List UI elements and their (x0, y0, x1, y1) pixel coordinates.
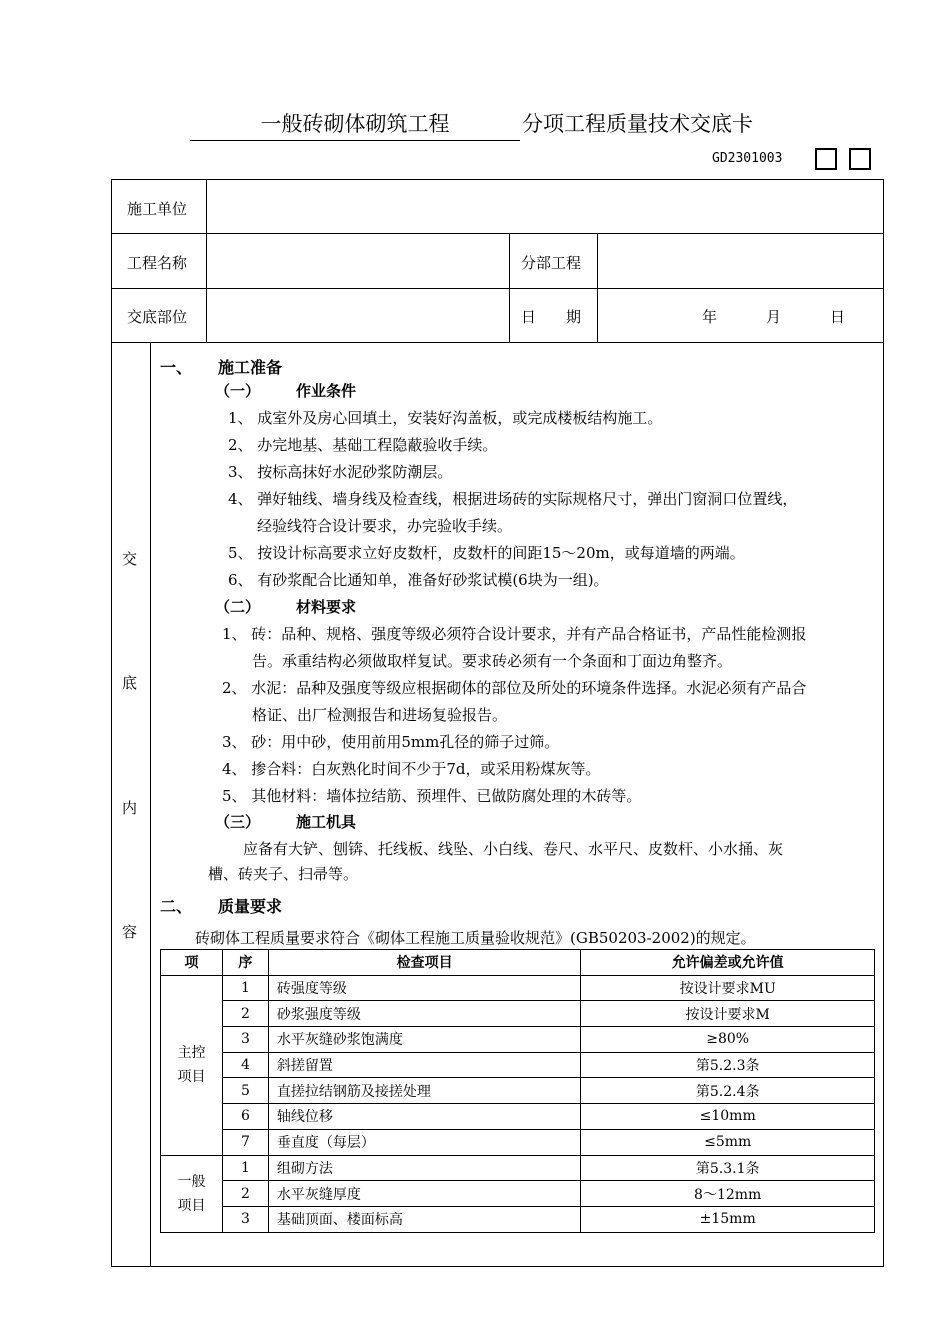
column-divider (150, 342, 151, 1267)
label-construction-unit: 施工单位 (127, 200, 188, 218)
section-2-title: 质量要求 (218, 897, 283, 916)
label-location: 交底部位 (127, 308, 188, 326)
list-item: 4、 掺合料：白灰熟化时间不少于7d，或采用粉煤灰等。 (222, 760, 601, 778)
side-label-char: 内 (122, 799, 138, 817)
row-value: 第5.2.4条 (581, 1078, 875, 1104)
side-label-char: 容 (122, 923, 138, 941)
column-divider (206, 179, 207, 342)
group-main-control: 主控项目 (161, 975, 223, 1155)
table-row (161, 975, 875, 1001)
subsection-1c-title: 施工机具 (296, 813, 357, 831)
list-item: 3、 按标高抹好水泥砂浆防潮层。 (228, 463, 453, 481)
row-item: 轴线位移 (268, 1104, 581, 1130)
row-no: 1 (222, 1155, 268, 1181)
subsection-1b-number: （二） (215, 598, 261, 616)
table-header-row (161, 950, 875, 976)
row-value: ≥80% (581, 1027, 875, 1053)
title-project-name: 一般砖砌体砌筑工程 (190, 108, 520, 141)
label-sub-project: 分部工程 (521, 254, 582, 272)
subsection-1a-number: （一） (215, 382, 261, 400)
row-no: 2 (222, 1001, 268, 1027)
table-row (161, 1001, 875, 1027)
list-item-continuation: 格证、出厂检测报告和进场复验报告。 (252, 706, 508, 724)
subsection-1c-number: （三） (215, 813, 261, 831)
header-category: 项 (161, 950, 223, 976)
row-value: 按设计要求MU (581, 975, 875, 1001)
section-1-number: 一、 (160, 358, 193, 377)
row-no: 2 (222, 1181, 268, 1207)
row-value: 按设计要求M (581, 1001, 875, 1027)
list-item: 1、 成室外及房心回填土，安装好沟盖板，或完成楼板结构施工。 (228, 409, 663, 427)
label-project-name: 工程名称 (127, 254, 188, 272)
row-no: 5 (222, 1078, 268, 1104)
list-item: 6、 有砂浆配合比通知单，准备好砂浆试模(6块为一组)。 (228, 571, 609, 589)
date-day: 日 (830, 308, 846, 326)
label-date: 日 期 (521, 308, 582, 326)
row-value: 第5.3.1条 (581, 1155, 875, 1181)
row-divider (111, 288, 884, 289)
column-divider (509, 233, 510, 342)
row-item: 砂浆强度等级 (268, 1001, 581, 1027)
document-title (190, 108, 830, 140)
row-item: 水平灰缝厚度 (268, 1181, 581, 1207)
section-2-intro: 砖砌体工程质量要求符合《砌体工程施工质量验收规范》(GB50203-2002)的规定。 (195, 929, 756, 947)
row-value: 8～12mm (581, 1181, 875, 1207)
row-divider (111, 342, 884, 343)
table-row (161, 1104, 875, 1130)
row-no: 4 (222, 1052, 268, 1078)
row-value: ≤5mm (581, 1129, 875, 1155)
row-item: 基础顶面、楼面标高 (268, 1206, 581, 1232)
list-item: 2、 水泥：品种及强度等级应根据砌体的部位及所处的环境条件选择。水泥必须有产品合 (222, 679, 807, 697)
list-item: 3、 砂：用中砂，使用前用5mm孔径的筛子过筛。 (222, 733, 560, 751)
row-no: 3 (222, 1206, 268, 1232)
header-seq: 序 (222, 950, 268, 976)
quality-table (160, 949, 875, 1233)
subsection-1b-title: 材料要求 (296, 598, 357, 616)
table-row (161, 1052, 875, 1078)
row-item: 砖强度等级 (268, 975, 581, 1001)
list-item: 1、 砖：品种、规格、强度等级必须符合设计要求，并有产品合格证书，产品性能检测报 (222, 625, 807, 643)
side-label-char: 交 (122, 550, 138, 568)
date-month: 月 (766, 308, 782, 326)
subsection-1a-title: 作业条件 (296, 382, 357, 400)
date-year: 年 (702, 308, 718, 326)
list-item: 5、 其他材料：墙体拉结筋、预埋件、已做防腐处理的木砖等。 (222, 787, 642, 805)
list-item-continuation: 告。承重结构必须做取样复试。要求砖必须有一个条面和丁面边角整齐。 (252, 652, 733, 670)
side-label-char: 底 (122, 674, 138, 692)
row-item: 组砌方法 (268, 1155, 581, 1181)
row-item: 直搓拉结钢筋及接搓处理 (268, 1078, 581, 1104)
section-2-number: 二、 (160, 897, 193, 916)
table-row (161, 1027, 875, 1053)
row-no: 7 (222, 1129, 268, 1155)
paragraph-line: 应备有大铲、刨锛、托线板、线坠、小白线、卷尺、水平尺、皮数杆、小水捅、灰 (243, 840, 784, 858)
row-no: 3 (222, 1027, 268, 1053)
header-tolerance: 允许偏差或允许值 (581, 950, 875, 976)
title-suffix: 分项工程质量技术交底卡 (522, 112, 753, 136)
list-item: 4、 弹好轴线、墙身线及检查线，根据进场砖的实际规格尺寸，弹出门窗洞口位置线， (228, 490, 798, 508)
row-no: 1 (222, 975, 268, 1001)
table-row (161, 1155, 875, 1181)
row-item: 垂直度（每层） (268, 1129, 581, 1155)
row-value: ≤10mm (581, 1104, 875, 1130)
row-divider (111, 233, 884, 234)
header-item: 检查项目 (268, 950, 581, 976)
column-divider (597, 233, 598, 342)
section-1-title: 施工准备 (218, 358, 283, 377)
table-row (161, 1078, 875, 1104)
row-value: ±15mm (581, 1206, 875, 1232)
list-item-continuation: 经验线符合设计要求，办完验收手续。 (257, 517, 513, 535)
table-row (161, 1206, 875, 1232)
checkbox-1[interactable] (815, 148, 837, 170)
paragraph-line: 槽、砖夹子、扫帚等。 (208, 865, 359, 883)
table-row (161, 1181, 875, 1207)
row-item: 斜搓留置 (268, 1052, 581, 1078)
checkbox-2[interactable] (849, 148, 871, 170)
row-value: 第5.2.3条 (581, 1052, 875, 1078)
list-item: 5、 按设计标高要求立好皮数杆，皮数杆的间距15～20m，或每道墙的两端。 (228, 544, 745, 562)
document-code: GD2301003 (712, 151, 783, 166)
row-item: 水平灰缝砂浆饱满度 (268, 1027, 581, 1053)
table-row (161, 1129, 875, 1155)
row-no: 6 (222, 1104, 268, 1130)
group-general: 一般项目 (161, 1155, 223, 1232)
list-item: 2、 办完地基、基础工程隐蔽验收手续。 (228, 436, 498, 454)
